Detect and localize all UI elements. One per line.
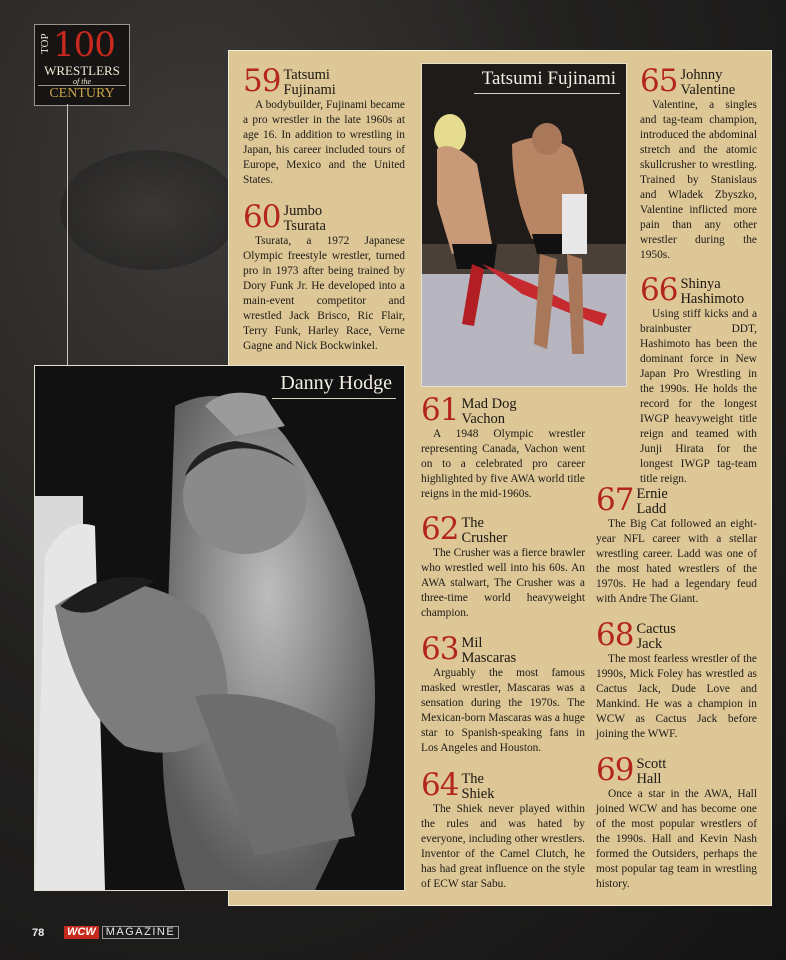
magazine-footer-logo (64, 926, 179, 939)
wrestler-name-line2: Fujinami (283, 82, 336, 98)
entry-60 (243, 199, 405, 354)
entry-text: The Big Cat followed an eight-year NFL career with a stellar wrestling career. Ladd was one of the most hated wrestlers of the 1970s. He had a legendary feud with Andre The Giant. (596, 518, 757, 605)
entry-59 (243, 63, 405, 188)
wrestler-name-line1: The (461, 515, 484, 531)
rank-number: 67 (596, 482, 634, 518)
wrestler-name-line2: Hall (636, 771, 662, 787)
entry-63 (421, 631, 585, 756)
entry-62 (421, 511, 585, 621)
wrestler-name-line2: Hashimoto (680, 291, 745, 307)
entry-text: A 1948 Olympic wrestler representing Canada, Vachon went on to a celebrated pro career highlighted by five AWA world title reigns in the mid-1960s. (421, 428, 585, 500)
wrestler-name-line1: Mad Dog (461, 396, 517, 412)
wrestler-name-line1: The (461, 771, 484, 787)
wrestler-name-line2: Ladd (636, 501, 667, 517)
caption-tatsumi-fujinami: Tatsumi Fujinami (474, 68, 620, 94)
wcw-brand: WCW (64, 926, 99, 939)
wrestler-name-line2: Crusher (461, 530, 508, 546)
logo-wrestlers: WRESTLERS (44, 63, 120, 78)
wrestler-name-line1: Cactus (636, 621, 676, 637)
entry-text: The Crusher was a fierce brawler who wrestled well into his 60s. An AWA stalwart, The Crusher was a three-time world heavyweight champion. (421, 547, 585, 619)
rank-number: 62 (421, 511, 459, 547)
logo-top: TOP (39, 33, 51, 55)
entry-text: The most fearless wrestler of the 1990s, Mick Foley has wrestled as Cactus Jack, Dude Love and Mankind. He was a champion in WCW as Cactus Jack before joining the WWF. (596, 653, 757, 740)
entry-text: Valentine, a singles and tag-team champion, introduced the abdominal stretch and the atomic skullcrusher to wrestling. Trained by Stanislaus and Wladek Zbyszko, Valentine inflicted more pain than any other wrestler during the 1950s. (640, 99, 757, 261)
wrestler-name-line2: Mascaras (461, 650, 517, 666)
top-100-logo (34, 24, 130, 106)
wrestler-name-line1: Johnny (680, 67, 723, 83)
background-arena (60, 150, 240, 270)
entry-text: Using stiff kicks and a brainbuster DDT, Hashimoto has been the dominant force in New Japan Pro Wrestling in the 1990s. He holds the record for the longest IWGP heavyweight title reign and teamed with Junji Hirata for the longest IWGP tag-team title reign. (640, 308, 757, 485)
entry-61 (421, 392, 585, 502)
wrestler-name-line2: Shiek (461, 786, 495, 802)
entry-67 (596, 482, 757, 607)
logo-century: CENTURY (38, 85, 126, 102)
wrestler-name-line1: Shinya (680, 276, 721, 292)
photo-tatsumi-fujinami (421, 63, 627, 387)
entry-68 (596, 617, 757, 742)
wrestler-name-line2: Valentine (680, 82, 736, 98)
entry-69 (596, 752, 757, 892)
rank-number: 65 (640, 63, 678, 99)
wrestler-name-line2: Tsurata (283, 218, 326, 234)
wrestler-name-line1: Tatsumi (283, 67, 330, 83)
rank-number: 64 (421, 767, 459, 803)
entry-text: Arguably the most famous masked wrestler, Mascaras was a sensation during the 1970s. The Mexican-born Mascaras was a huge star to Spanish-speaking fans in Los Angeles and Houston. (421, 667, 585, 754)
entry-text: Tsurata, a 1972 Japanese Olympic freestyle wrestler, turned pro in 1973 after being trained by Dory Funk Jr. He developed into a main-event competitor and wrestled Jack Brisco, Ric Flair, Terry Funk, Harley Race, Verne Gagne and Nick Bockwinkel. (243, 235, 405, 352)
photo-danny-hodge (34, 365, 405, 891)
entry-text: Once a star in the AWA, Hall joined WCW and has become one of the most popular wrestlers of the 1990s. Hall and Kevin Nash formed the Outsiders, perhaps the most popular tag team in wrestling history. (596, 788, 757, 890)
entry-64 (421, 767, 585, 892)
rank-number: 69 (596, 752, 634, 788)
ring-photo-illustration (422, 64, 626, 386)
entry-66 (640, 272, 757, 487)
rank-number: 60 (243, 199, 281, 235)
caption-danny-hodge: Danny Hodge (272, 372, 396, 399)
logo-of-the: of the (73, 77, 91, 86)
entry-text: The Shiek never played within the rules and was hated by everyone, including other wrestlers. Inventor of the Camel Clutch, he has had great influence on the style of ECW star Sabu. (421, 803, 585, 890)
wrestler-name-line1: Scott (636, 756, 667, 772)
logo-number: 100 (53, 25, 115, 65)
wrestler-name-line1: Mil (461, 635, 483, 651)
rank-number: 59 (243, 63, 281, 99)
wrestler-name-line1: Jumbo (283, 203, 323, 219)
wrestlers-photo-illustration (35, 366, 404, 890)
rank-number: 68 (596, 617, 634, 653)
rank-number: 63 (421, 631, 459, 667)
wrestler-name-line2: Jack (636, 636, 663, 652)
entry-65 (640, 63, 757, 263)
rank-number: 66 (640, 272, 678, 308)
divider-line (67, 104, 68, 366)
entry-text: A bodybuilder, Fujinami became a pro wrestler in the late 1960s at age 16. In addition to wrestling in Japan, his career included tours of Europe, Mexico and the United States. (243, 99, 405, 186)
rank-number: 61 (421, 392, 459, 428)
magazine-label: MAGAZINE (102, 926, 179, 939)
wrestler-name-line1: Ernie (636, 486, 668, 502)
wrestler-name-line2: Vachon (461, 411, 505, 427)
page-number: 78 (32, 927, 45, 939)
